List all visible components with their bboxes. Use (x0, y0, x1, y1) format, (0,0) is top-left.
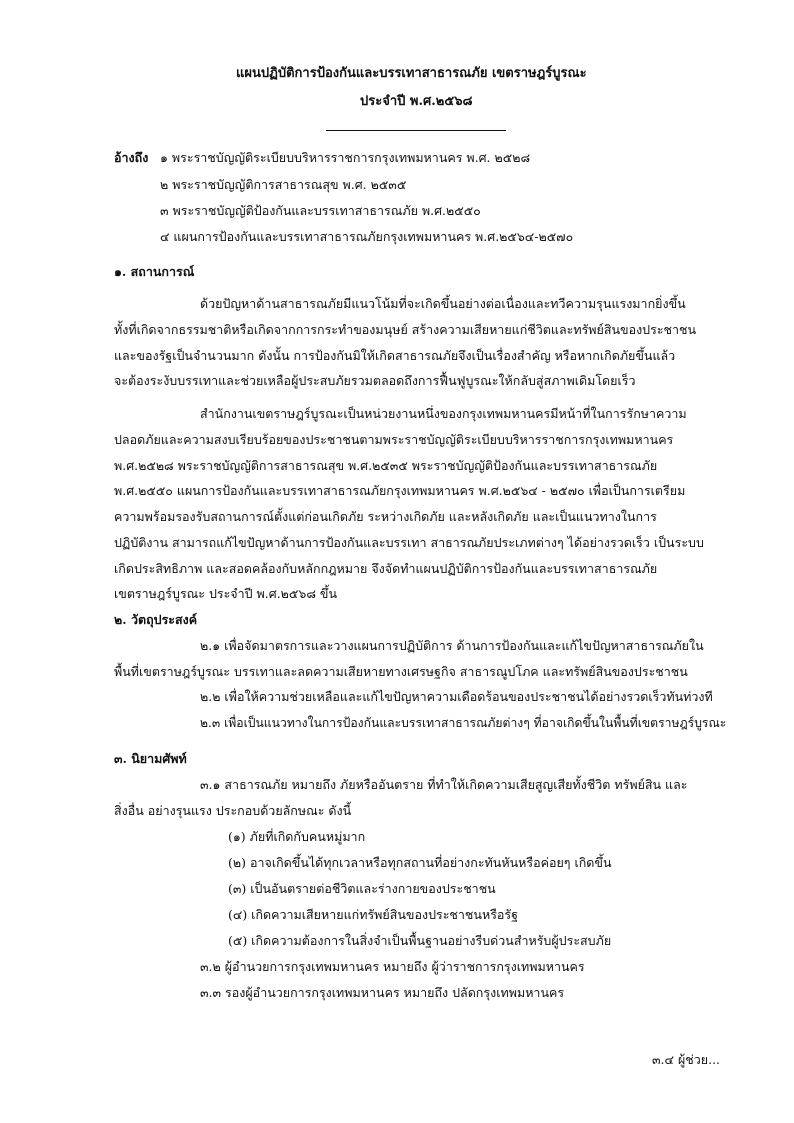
references-label: อ้างถึง (114, 150, 149, 165)
paragraph-line: พ.ศ.๒๕๕๐ แผนการป้องกันและบรรเทาสาธารณภัยกรุงเทพมหานคร พ.ศ.๒๕๖๔ - ๒๕๗๐ เพื่อเป็นการเตรียม (114, 483, 686, 498)
section-heading-objectives: ๒. วัตถุประสงค์ (114, 612, 198, 627)
objective-line: ๒.๑ เพื่อจัดมาตรการและวางแผนการปฏิบัติการ ด้านการป้องกันและแก้ไขปัญหาสาธารณภัยใน (200, 638, 704, 653)
paragraph-line: ปลอดภัยและความสงบเรียบร้อยของประชาชนตามพระราชบัญญัติระเบียบบริหารราชการกรุงเทพมหานคร (114, 432, 674, 447)
paragraph-line: ด้วยปัญหาด้านสาธารณภัยมีแนวโน้มที่จะเกิดขึ้นอย่างต่อเนื่องและทวีความรุนแรงมากยิ่งขึ้น (200, 296, 686, 311)
paragraph-line: เกิดประสิทธิภาพ และสอดคล้องกับหลักกฎหมาย จึงจัดทำแผนปฏิบัติการป้องกันและบรรเทาสาธารณภัย (114, 561, 658, 576)
reference-item: ๒ พระราชบัญญัติการสาธารณสุข พ.ศ. ๒๕๓๕ (160, 177, 407, 192)
paragraph-line: จะต้องระงับบรรเทาและช่วยเหลือผู้ประสบภัยรวมตลอดถึงการฟื้นฟูบูรณะให้กลับสู่สภาพเดิมโดยเร็ว (114, 373, 636, 388)
definition-line: ๓.๑ สาธารณภัย หมายถึง ภัยหรืออันตราย ที่ทำให้เกิดความเสียสูญเสียทั้งชีวิต ทรัพย์สิน และ (200, 777, 688, 792)
definition-subitem: (๒) อาจเกิดขึ้นได้ทุกเวลาหรือทุกสถานที่อย่างกะทันหันหรือค่อยๆ เกิดขึ้น (228, 855, 612, 870)
document-title-line2: ประจำปี พ.ศ.๒๕๖๘ (360, 94, 473, 109)
reference-item: ๓ พระราชบัญญัติป้องกันและบรรเทาสาธารณภัย พ.ศ.๒๕๕๐ (160, 203, 481, 218)
title-divider (326, 130, 506, 131)
definition-line: ๓.๒ ผู้อำนวยการกรุงเทพมหานคร หมายถึง ผู้ว่าราชการกรุงเทพมหานคร (200, 959, 585, 974)
paragraph-line: ปฏิบัติงาน สามารถแก้ไขปัญหาด้านการป้องกันและบรรเทา สาธารณภัยประเภทต่างๆ ได้อย่างรวดเร็ว เป็นระบบ (114, 535, 704, 550)
section-heading-situation: ๑. สถานการณ์ (114, 264, 195, 279)
paragraph-line: ทั้งที่เกิดจากธรรมชาติหรือเกิดจากการกระทำของมนุษย์ สร้างความเสียหายแก่ชีวิตและทรัพย์สินของประชาชน (114, 322, 697, 337)
definition-subitem: (๕) เกิดความต้องการในสิ่งจำเป็นพื้นฐานอย่างรีบด่วนสำหรับผู้ประสบภัย (228, 933, 612, 948)
page-continuation: ๓.๔ ผู้ช่วย... (652, 1052, 721, 1067)
objective-line: ๒.๒ เพื่อให้ความช่วยเหลือและแก้ไขปัญหาความเดือดร้อนของประชาชนได้อย่างรวดเร็วทันท่วงที (200, 689, 713, 704)
reference-item: ๔ แผนการป้องกันและบรรเทาสาธารณภัยกรุงเทพมหานคร พ.ศ.๒๕๖๔-๒๕๗๐ (160, 229, 574, 244)
paragraph-line: และของรัฐเป็นจำนวนมาก ดังนั้น การป้องกันมิให้เกิดสาธารณภัยจึงเป็นเรื่องสำคัญ หรือหากเกิดภัยขึ้นแล้ว (114, 348, 676, 363)
definition-subitem: (๔) เกิดความเสียหายแก่ทรัพย์สินของประชาชนหรือรัฐ (228, 907, 519, 922)
definition-subitem: (๑) ภัยที่เกิดกับคนหมู่มาก (228, 829, 366, 844)
paragraph-line: เขตราษฎร์บูรณะ ประจำปี พ.ศ.๒๕๖๘ ขึ้น (114, 586, 338, 601)
definition-line: สิ่งอื่น อย่างรุนแรง ประกอบด้วยลักษณะ ดังนี้ (114, 803, 352, 818)
paragraph-line: สำนักงานเขตราษฎร์บูรณะเป็นหน่วยงานหนึ่งของกรุงเทพมหานครมีหน้าที่ในการรักษาความ (200, 406, 687, 421)
reference-item: ๑ พระราชบัญญัติระเบียบบริหารราชการกรุงเทพมหานคร พ.ศ. ๒๕๒๘ (160, 150, 531, 165)
definition-line: ๓.๓ รองผู้อำนวยการกรุงเทพมหานคร หมายถึง ปลัดกรุงเทพมหานคร (200, 985, 565, 1000)
objective-line: ๒.๓ เพื่อเป็นแนวทางในการป้องกันและบรรเทาสาธารณภัยต่างๆ ที่อาจเกิดขึ้นในพื้นที่เขตราษฎร์บูรณะ (200, 715, 727, 730)
objective-line: พื้นที่เขตราษฎร์บูรณะ บรรเทาและลดความเสียหายทางเศรษฐกิจ สาธารณูปโภค และทรัพย์สินของประชาชน (114, 664, 688, 679)
definition-subitem: (๓) เป็นอันตรายต่อชีวิตและร่างกายของประชาชน (228, 881, 496, 896)
document-title-line1: แผนปฏิบัติการป้องกันและบรรเทาสาธารณภัย เขตราษฎร์บูรณะ (236, 66, 587, 81)
section-heading-definitions: ๓. นิยามศัพท์ (114, 751, 187, 766)
paragraph-line: พ.ศ.๒๕๒๘ พระราชบัญญัติการสาธารณสุข พ.ศ.๒๕๓๕ พระราชบัญญัติป้องกันและบรรเทาสาธารณภัย (114, 458, 658, 473)
paragraph-line: ความพร้อมรองรับสถานการณ์ตั้งแต่ก่อนเกิดภัย ระหว่างเกิดภัย และหลังเกิดภัย และเป็นแนวทางในการ (114, 509, 657, 524)
